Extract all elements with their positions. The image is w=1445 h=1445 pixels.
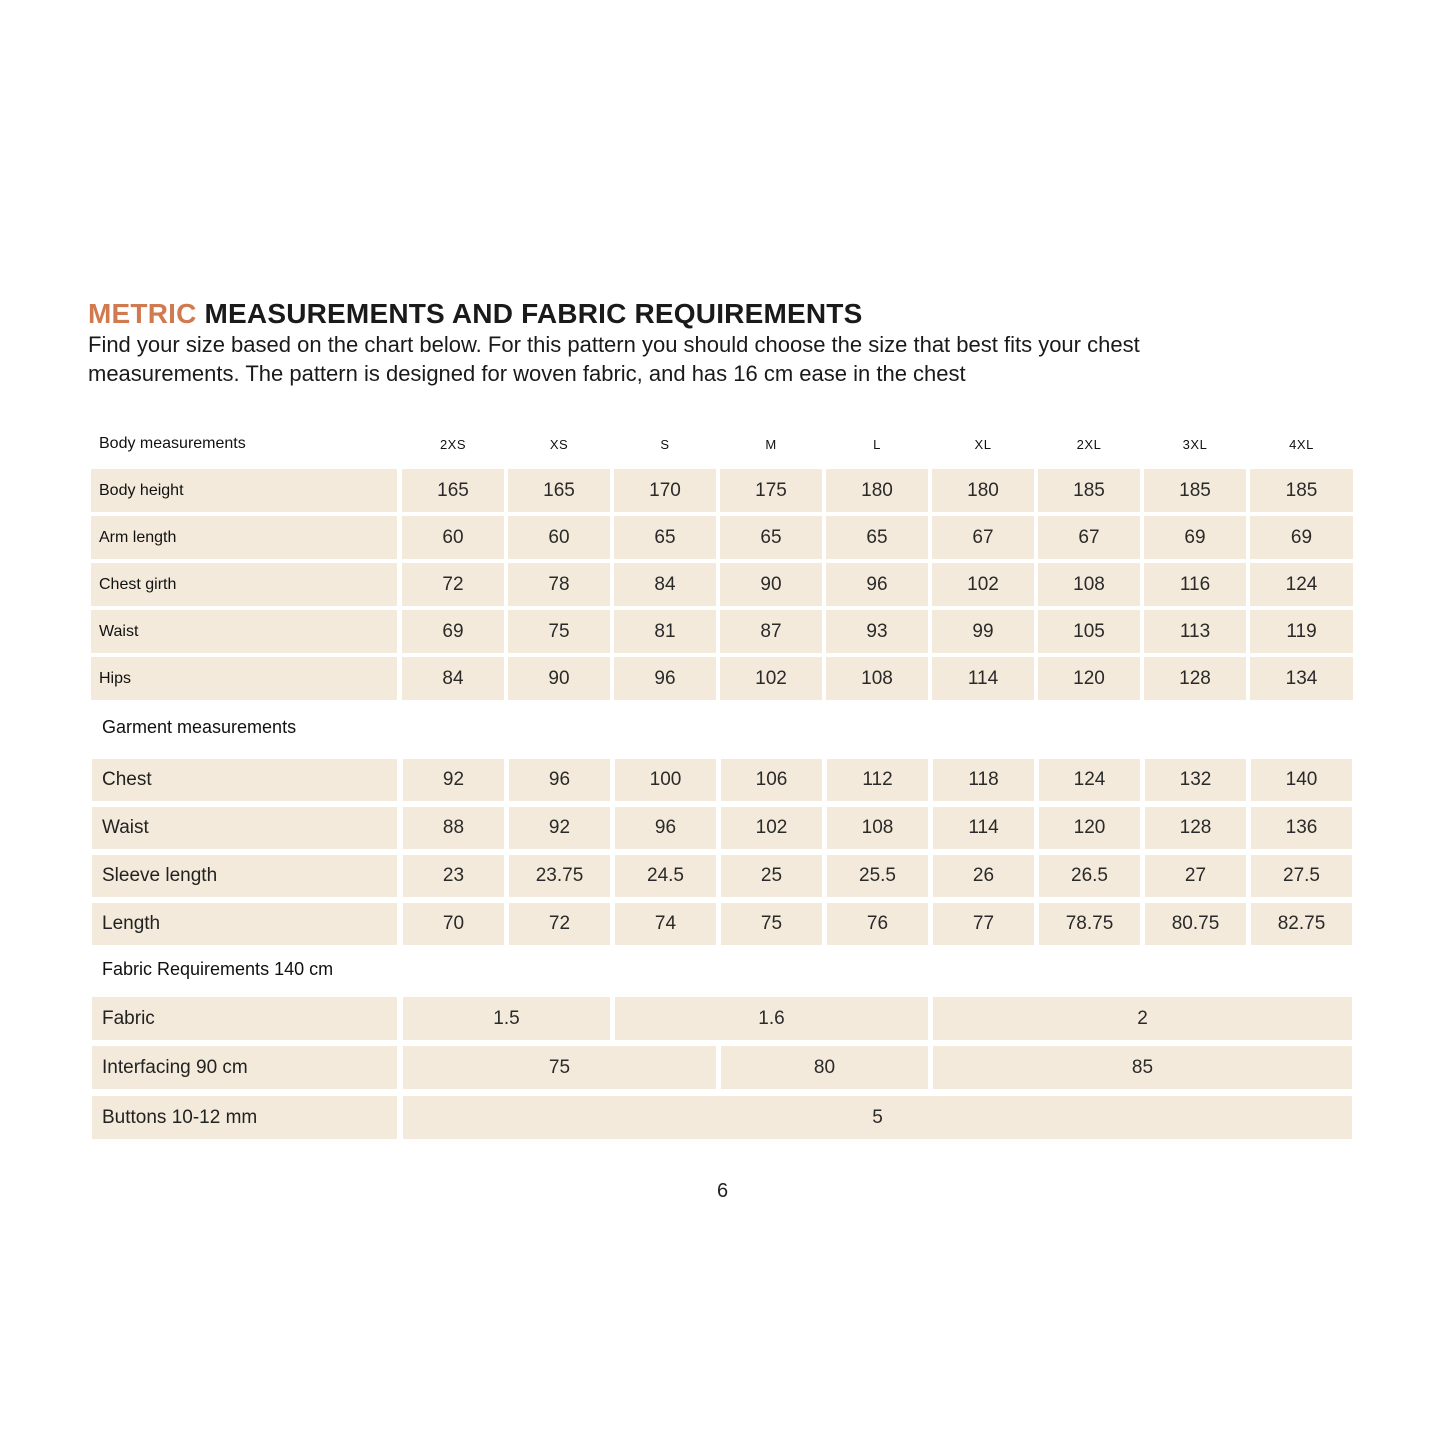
table-cell: 185 — [1250, 469, 1353, 512]
table-cell: 60 — [508, 516, 610, 559]
table-cell: 90 — [508, 657, 610, 700]
table-cell: 27.5 — [1251, 855, 1352, 897]
table-cell: 106 — [721, 759, 822, 801]
table-cell: 24.5 — [615, 855, 716, 897]
table-cell: 76 — [827, 903, 928, 945]
table-cell: 75 — [403, 1046, 716, 1089]
table-cell: 72 — [402, 563, 504, 606]
table-cell: 114 — [933, 807, 1034, 849]
body-table-title: Body measurements — [99, 435, 246, 452]
body-row-label: Arm length — [91, 516, 397, 559]
fabric-row-label: Buttons 10-12 mm — [92, 1096, 397, 1139]
body-row-label: Hips — [91, 657, 397, 700]
table-cell: 5 — [403, 1096, 1352, 1139]
size-header: XS — [549, 436, 569, 452]
table-cell: 108 — [826, 657, 928, 700]
table-cell: 2 — [933, 997, 1352, 1040]
table-cell: 87 — [720, 610, 822, 653]
table-cell: 116 — [1144, 563, 1246, 606]
table-cell: 25 — [721, 855, 822, 897]
table-cell: 100 — [615, 759, 716, 801]
table-cell: 113 — [1144, 610, 1246, 653]
table-cell: 128 — [1144, 657, 1246, 700]
table-cell: 84 — [614, 563, 716, 606]
garment-row-label: Length — [92, 903, 397, 945]
garment-table-title: Garment measurements — [102, 717, 297, 737]
fabric-table-title: Fabric Requirements 140 cm — [102, 959, 334, 979]
table-cell: 74 — [615, 903, 716, 945]
table-cell: 26.5 — [1039, 855, 1140, 897]
table-cell: 82.75 — [1251, 903, 1352, 945]
table-cell: 75 — [508, 610, 610, 653]
table-cell: 102 — [721, 807, 822, 849]
size-header: L — [873, 436, 881, 452]
table-cell: 67 — [1038, 516, 1140, 559]
table-cell: 27 — [1145, 855, 1246, 897]
table-cell: 72 — [509, 903, 610, 945]
table-cell: 108 — [1038, 563, 1140, 606]
table-cell: 165 — [508, 469, 610, 512]
table-cell: 65 — [614, 516, 716, 559]
table-cell: 114 — [932, 657, 1034, 700]
table-cell: 119 — [1250, 610, 1353, 653]
table-cell: 93 — [826, 610, 928, 653]
table-cell: 132 — [1145, 759, 1246, 801]
page-number: 6 — [716, 1180, 729, 1202]
table-cell: 1.5 — [403, 997, 610, 1040]
garment-row-label: Waist — [92, 807, 397, 849]
table-cell: 69 — [402, 610, 504, 653]
page-title — [88, 297, 862, 331]
table-cell: 105 — [1038, 610, 1140, 653]
size-header: M — [765, 436, 777, 452]
table-cell: 175 — [720, 469, 822, 512]
size-header: 4XL — [1289, 436, 1314, 452]
table-cell: 88 — [403, 807, 504, 849]
fabric-row-label: Interfacing 90 cm — [92, 1046, 397, 1089]
table-cell: 65 — [826, 516, 928, 559]
table-cell: 136 — [1251, 807, 1352, 849]
table-cell: 1.6 — [615, 997, 928, 1040]
table-cell: 69 — [1144, 516, 1246, 559]
table-cell: 77 — [933, 903, 1034, 945]
table-cell: 23 — [403, 855, 504, 897]
fabric-row-label: Fabric — [92, 997, 397, 1040]
table-cell: 185 — [1144, 469, 1246, 512]
table-cell: 75 — [721, 903, 822, 945]
intro-text: Find your size based on the chart below. For this pattern you should choose the size that best fits your chest measurements. The pattern is designed for woven fabric, and has 16 cm ease in the chest — [88, 332, 1140, 386]
table-cell: 70 — [403, 903, 504, 945]
table-cell: 96 — [614, 657, 716, 700]
table-cell: 80.75 — [1145, 903, 1246, 945]
body-row-label: Chest girth — [91, 563, 397, 606]
body-row-label: Body height — [91, 469, 397, 512]
table-cell: 90 — [720, 563, 822, 606]
table-cell: 69 — [1250, 516, 1353, 559]
size-header: 3XL — [1182, 436, 1208, 452]
table-cell: 96 — [509, 759, 610, 801]
table-cell: 23.75 — [509, 855, 610, 897]
table-cell: 80 — [721, 1046, 928, 1089]
table-cell: 108 — [827, 807, 928, 849]
size-header: XL — [974, 436, 992, 452]
table-cell: 124 — [1039, 759, 1140, 801]
table-cell: 81 — [614, 610, 716, 653]
table-cell: 102 — [932, 563, 1034, 606]
table-cell: 60 — [402, 516, 504, 559]
table-cell: 25.5 — [827, 855, 928, 897]
table-cell: 67 — [932, 516, 1034, 559]
table-cell: 180 — [826, 469, 928, 512]
table-cell: 112 — [827, 759, 928, 801]
table-cell: 96 — [826, 563, 928, 606]
table-cell: 84 — [402, 657, 504, 700]
title-rest: MEASUREMENTS AND FABRIC REQUIREMENTS — [204, 298, 863, 329]
table-cell: 92 — [509, 807, 610, 849]
table-cell: 170 — [614, 469, 716, 512]
table-cell: 128 — [1145, 807, 1246, 849]
table-cell: 120 — [1038, 657, 1140, 700]
garment-row-label: Sleeve length — [92, 855, 397, 897]
table-cell: 99 — [932, 610, 1034, 653]
table-cell: 78.75 — [1039, 903, 1140, 945]
table-cell: 65 — [720, 516, 822, 559]
size-header: S — [660, 436, 670, 452]
table-cell: 96 — [615, 807, 716, 849]
table-cell: 134 — [1250, 657, 1353, 700]
table-cell: 140 — [1251, 759, 1352, 801]
table-cell: 185 — [1038, 469, 1140, 512]
table-cell: 120 — [1039, 807, 1140, 849]
table-cell: 118 — [933, 759, 1034, 801]
table-cell: 102 — [720, 657, 822, 700]
body-row-label: Waist — [91, 610, 397, 653]
title-accent: METRIC — [88, 298, 197, 329]
garment-row-label: Chest — [92, 759, 397, 801]
table-cell: 78 — [508, 563, 610, 606]
table-cell: 180 — [932, 469, 1034, 512]
size-header: 2XL — [1076, 436, 1102, 452]
size-header: 2XS — [439, 436, 467, 452]
table-cell: 92 — [403, 759, 504, 801]
table-cell: 26 — [933, 855, 1034, 897]
table-cell: 85 — [933, 1046, 1352, 1089]
table-cell: 165 — [402, 469, 504, 512]
table-cell: 124 — [1250, 563, 1353, 606]
